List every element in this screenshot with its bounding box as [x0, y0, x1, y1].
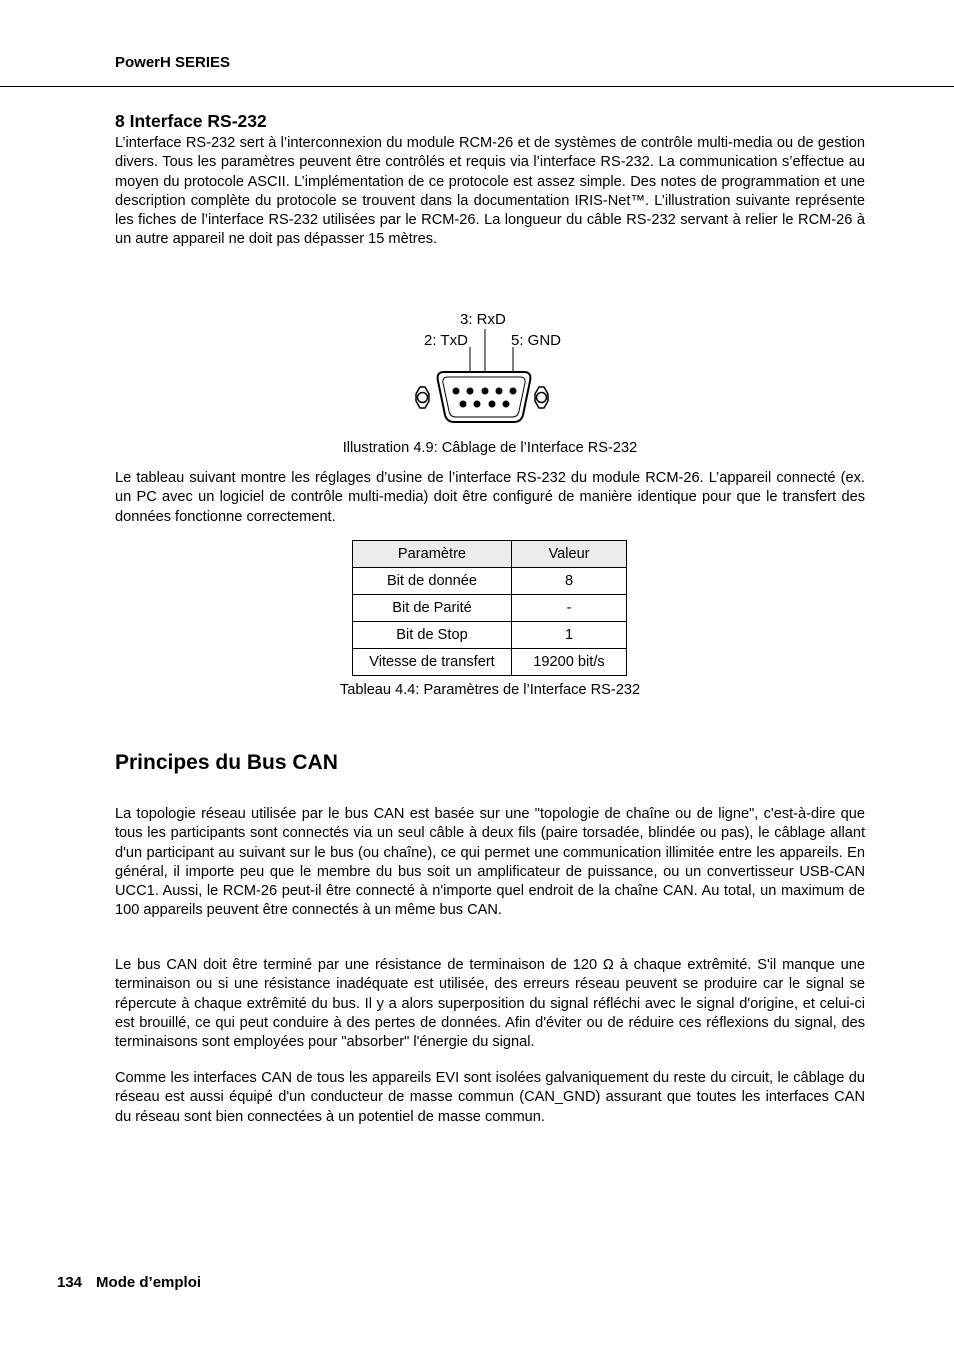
txd-label: 2: TxD [424, 332, 468, 349]
rxd-label: 3: RxD [460, 311, 506, 328]
header-divider [0, 86, 954, 87]
table-row [353, 649, 627, 676]
table-cell: - [512, 595, 627, 622]
footer-label: Mode d’emploi [96, 1274, 202, 1291]
can-section-heading: Principes du Bus CAN [115, 751, 338, 774]
page-footer [57, 1274, 201, 1291]
table-row [353, 622, 627, 649]
left-screw-icon [416, 387, 429, 408]
table-header-cell: Valeur [512, 541, 627, 568]
gnd-label: 5: GND [511, 332, 562, 349]
table-header-cell: Paramètre [353, 541, 512, 568]
figure-caption: Illustration 4.9: Câblage de l’Interface RS-232 [342, 440, 638, 456]
right-screw-icon [535, 387, 548, 408]
table-header-row [353, 541, 627, 568]
running-header-title: PowerH SERIES [115, 54, 231, 71]
can-paragraph: Comme les interfaces CAN de tous les appareils EVI sont isolées galvaniquement du reste du circuit, le câblage du réseau est aussi équipé d'un conducteur de masse commun (CAN_GND) assurant que toutes les interfaces CAN du réseau sont bien connectées à un potentiel de masse commun. [115, 1070, 865, 1125]
table-cell: Vitesse de transfert [353, 649, 512, 676]
rs232-connector-diagram [410, 305, 570, 430]
intro-paragraph: L’interface RS-232 sert à l’interconnexion du module RCM-26 et de systèmes de contrôle multi-media ou de gestion divers. Tous les paramètres peuvent être contrôlés et requis via l’interface RS-232. La communication s’effectue au moyen du protocole ASCII. L’implémentation de ce protocole est assez simple. Des notes de programmation et une description complète du protocole se trouvent dans la documentation IRIS-Net™. L’illustration suivante représente les fiches de l’interface RS-232 utilisées par le RCM-26. La longueur du câble RS-232 servant à relier le RCM-26 à un autre appareil ne doit pas dépasser 15 mètres. [115, 135, 865, 248]
table-intro-paragraph: Le tableau suivant montre les réglages d’usine de l’interface RS-232 du module RCM-26. L’appareil connecté (ex. un PC avec un logiciel de contrôle multi-media) doit être configuré de manière identique pour que le transfert des données fonctionne correctement. [115, 470, 865, 525]
table-row [353, 595, 627, 622]
rs232-parameters-table [352, 540, 627, 676]
table-caption: Tableau 4.4: Paramètres de l’Interface RS-232 [339, 682, 641, 698]
table-cell: Bit de donnée [353, 568, 512, 595]
table-cell: 8 [512, 568, 627, 595]
table-cell: Bit de Parité [353, 595, 512, 622]
table-cell: 19200 bit/s [512, 649, 627, 676]
section-heading: 8 Interface RS-232 [115, 111, 267, 131]
can-paragraph: La topologie réseau utilisée par le bus CAN est basée sur une "topologie de chaîne ou de ligne", c'est-à-dire que tous les participants sont connectés via un seul câble à deux fils (paire torsadée, blindée ou pas), le câblage allant d'un participant au suivant sur le bus (ou chaîne), ce qui permet une communication illimitée entre les appareils. En général, il importe peu que le membre du bus soit un amplificateur de puissance, ou un convertisseur USB-CAN UCC1. Aussi, le RCM-26 peut-il être connecté à n'importe quel endroit de la chaîne CAN. Au total, un maximum de 100 appareils peuvent être connectés à un même bus CAN. [115, 806, 865, 919]
table-row [353, 568, 627, 595]
can-paragraph: Le bus CAN doit être terminé par une résistance de terminaison de 120 Ω à chaque extrêmité. S'il manque une terminaison ou si une résistance inadéquate est utilisée, des erreurs réseau peuvent se produire car le signal se répercute à chaque extrêmité du bus. Il y a alors superposition du signal réfléchi avec le signal d'origine, et celui-ci est brouillé, ce qui peut conduire à des pertes de données. Afin d'éviter ou de réduire ces réflexions du signal, des terminaisons sont employées pour "absorber" l'énergie du signal. [115, 957, 865, 1051]
table-cell: 1 [512, 622, 627, 649]
page-number: 134 [57, 1274, 83, 1291]
table-cell: Bit de Stop [353, 622, 512, 649]
